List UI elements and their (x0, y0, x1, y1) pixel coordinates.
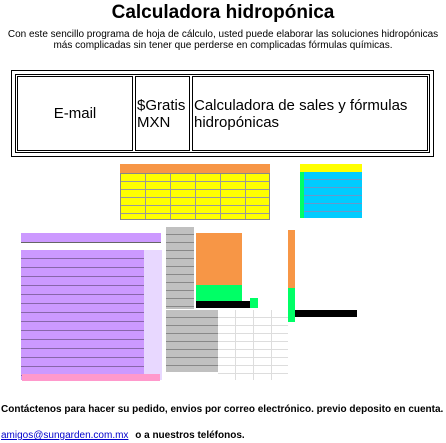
sheet-gray-table (166, 310, 218, 372)
price-cell: $Gratis MXN (135, 76, 190, 151)
sheet-quantity-row (21, 233, 161, 243)
sheet-yellow-grid (120, 173, 270, 220)
sheet-small-green (250, 298, 258, 308)
sheet-header-orange (120, 164, 270, 173)
sheet-orange-block (196, 233, 242, 285)
sheet-pink-row (22, 374, 160, 381)
sheet-violet-formula (21, 250, 162, 380)
sheet-right-orange (288, 230, 295, 288)
sheet-right-cyan (304, 172, 362, 218)
product-row (15, 74, 430, 153)
sheet-white-grid (218, 310, 288, 380)
product-name-cell: Calculadora de sales y fórmulas hidropónicas (192, 76, 428, 151)
sheet-green-block (196, 285, 242, 301)
intro-text: Con este sencillo programa de hoja de cálculo, usted puede elaborar las soluciones hidropónicas más complicadas sin tener que perderse en complicadas fórmulas químicas. (7, 29, 439, 51)
email-link[interactable]: amigos@sungarden.com.mx (1, 430, 129, 441)
delivery-cell: E-mail (17, 76, 133, 151)
sheet-right-green (288, 288, 295, 322)
phones-text: o a nuestros teléfonos. (135, 430, 245, 441)
sheet-result-bar (295, 310, 357, 317)
page-title: Calculadora hidropónica (111, 2, 335, 23)
sheet-row-labels (114, 173, 120, 220)
contact-line (1, 430, 245, 441)
sheet-violet-values (144, 250, 162, 380)
contact-text: Contáctenos para hacer su pedido, envios por correo electrónico. previo deposito en cuenta. (1, 404, 444, 415)
sheet-gray-column (166, 227, 194, 309)
sheet-black-bar (196, 301, 258, 308)
sheet-right-yellow (300, 164, 362, 172)
product-table (11, 70, 434, 157)
spreadsheet-screenshot (18, 160, 428, 386)
